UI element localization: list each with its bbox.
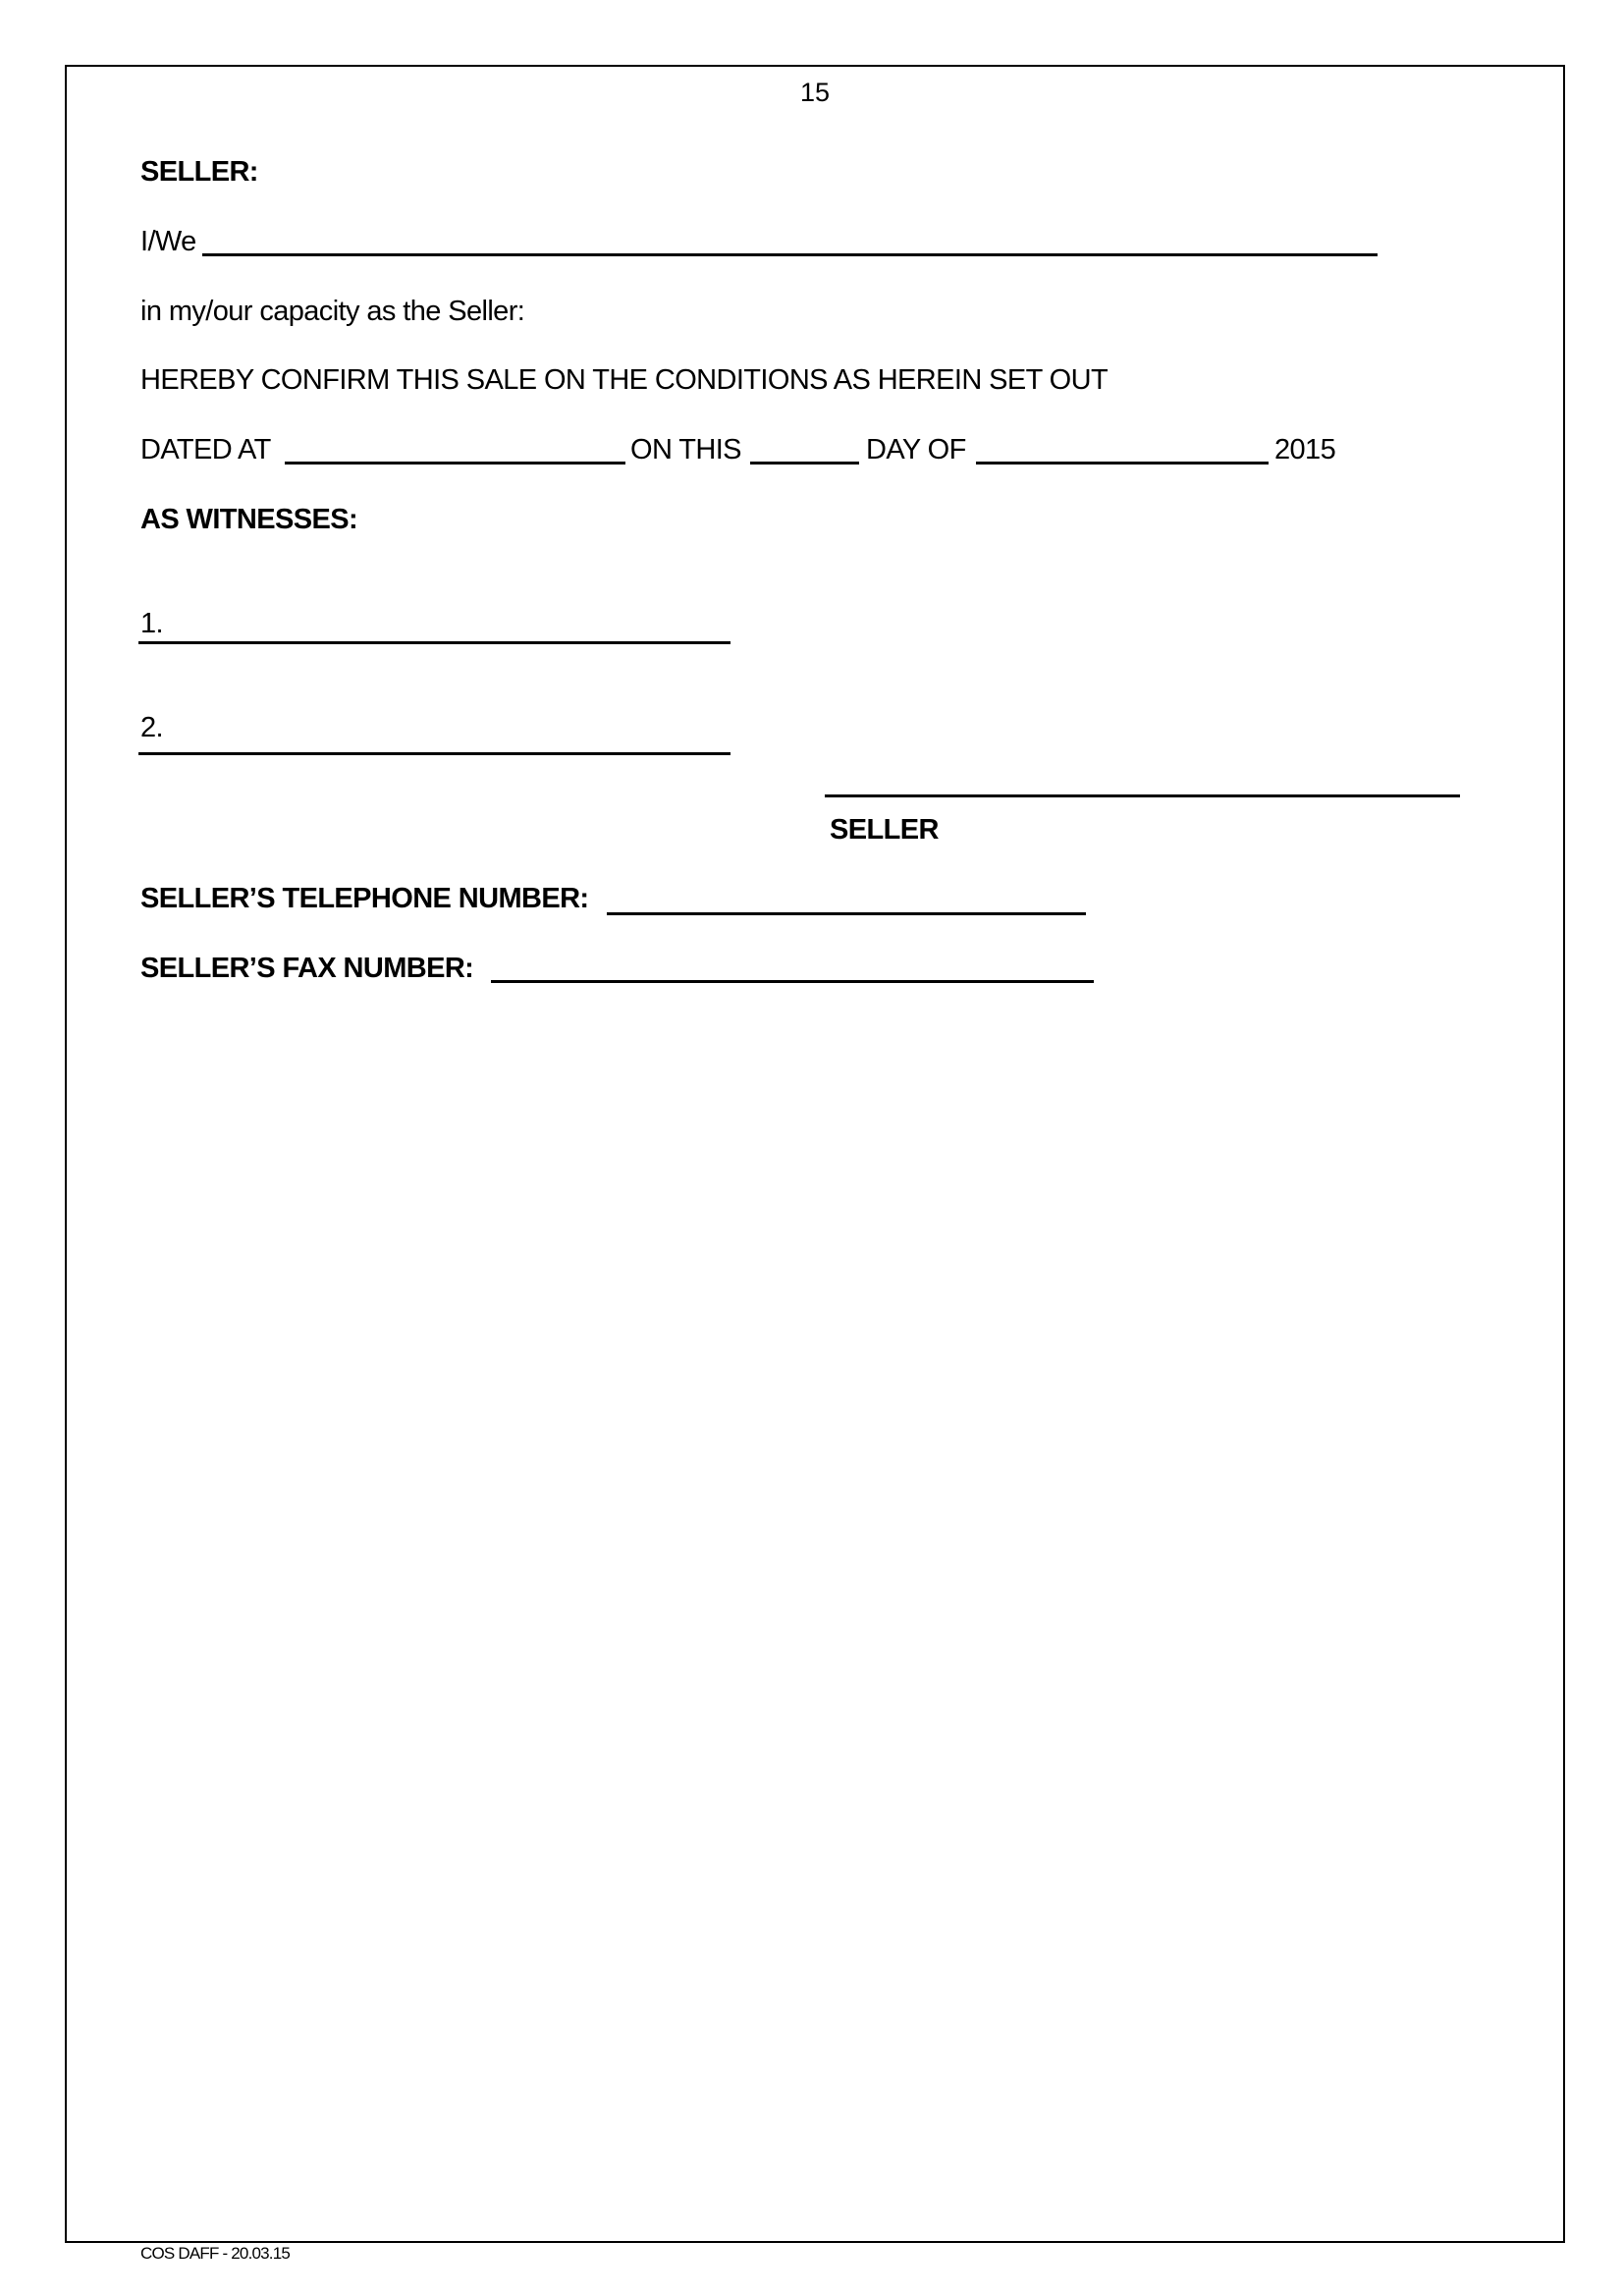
iwe-label: I/We — [140, 226, 196, 257]
telephone-field[interactable] — [607, 912, 1086, 915]
seller-signature-field[interactable] — [825, 794, 1460, 797]
capacity-text: in my/our capacity as the Seller: — [140, 296, 525, 327]
telephone-label: SELLER’S TELEPHONE NUMBER: — [140, 883, 589, 914]
footer-code: COS DAFF - 20.03.15 — [140, 2244, 291, 2263]
witness-1-signature-field[interactable] — [138, 641, 730, 644]
section-heading: SELLER: — [140, 156, 258, 188]
witness-2-number: 2. — [140, 712, 163, 743]
witness-1-number: 1. — [140, 608, 163, 639]
day-field[interactable] — [750, 462, 859, 465]
iwe-name-field[interactable] — [202, 253, 1378, 256]
year-label: 2015 — [1274, 434, 1336, 465]
witnesses-heading: AS WITNESSES: — [140, 504, 357, 535]
witness-2-signature-field[interactable] — [138, 752, 730, 755]
fax-label: SELLER’S FAX NUMBER: — [140, 953, 474, 984]
day-of-label: DAY OF — [866, 434, 966, 465]
on-this-label: ON THIS — [630, 434, 741, 465]
dated-at-field[interactable] — [285, 462, 625, 465]
seller-signature-label: SELLER — [830, 814, 939, 846]
page-number: 15 — [799, 78, 831, 107]
confirm-text: HEREBY CONFIRM THIS SALE ON THE CONDITIONS AS HEREIN SET OUT — [140, 364, 1109, 396]
dated-at-label: DATED AT — [140, 434, 271, 465]
fax-field[interactable] — [491, 980, 1094, 983]
month-field[interactable] — [976, 462, 1269, 465]
